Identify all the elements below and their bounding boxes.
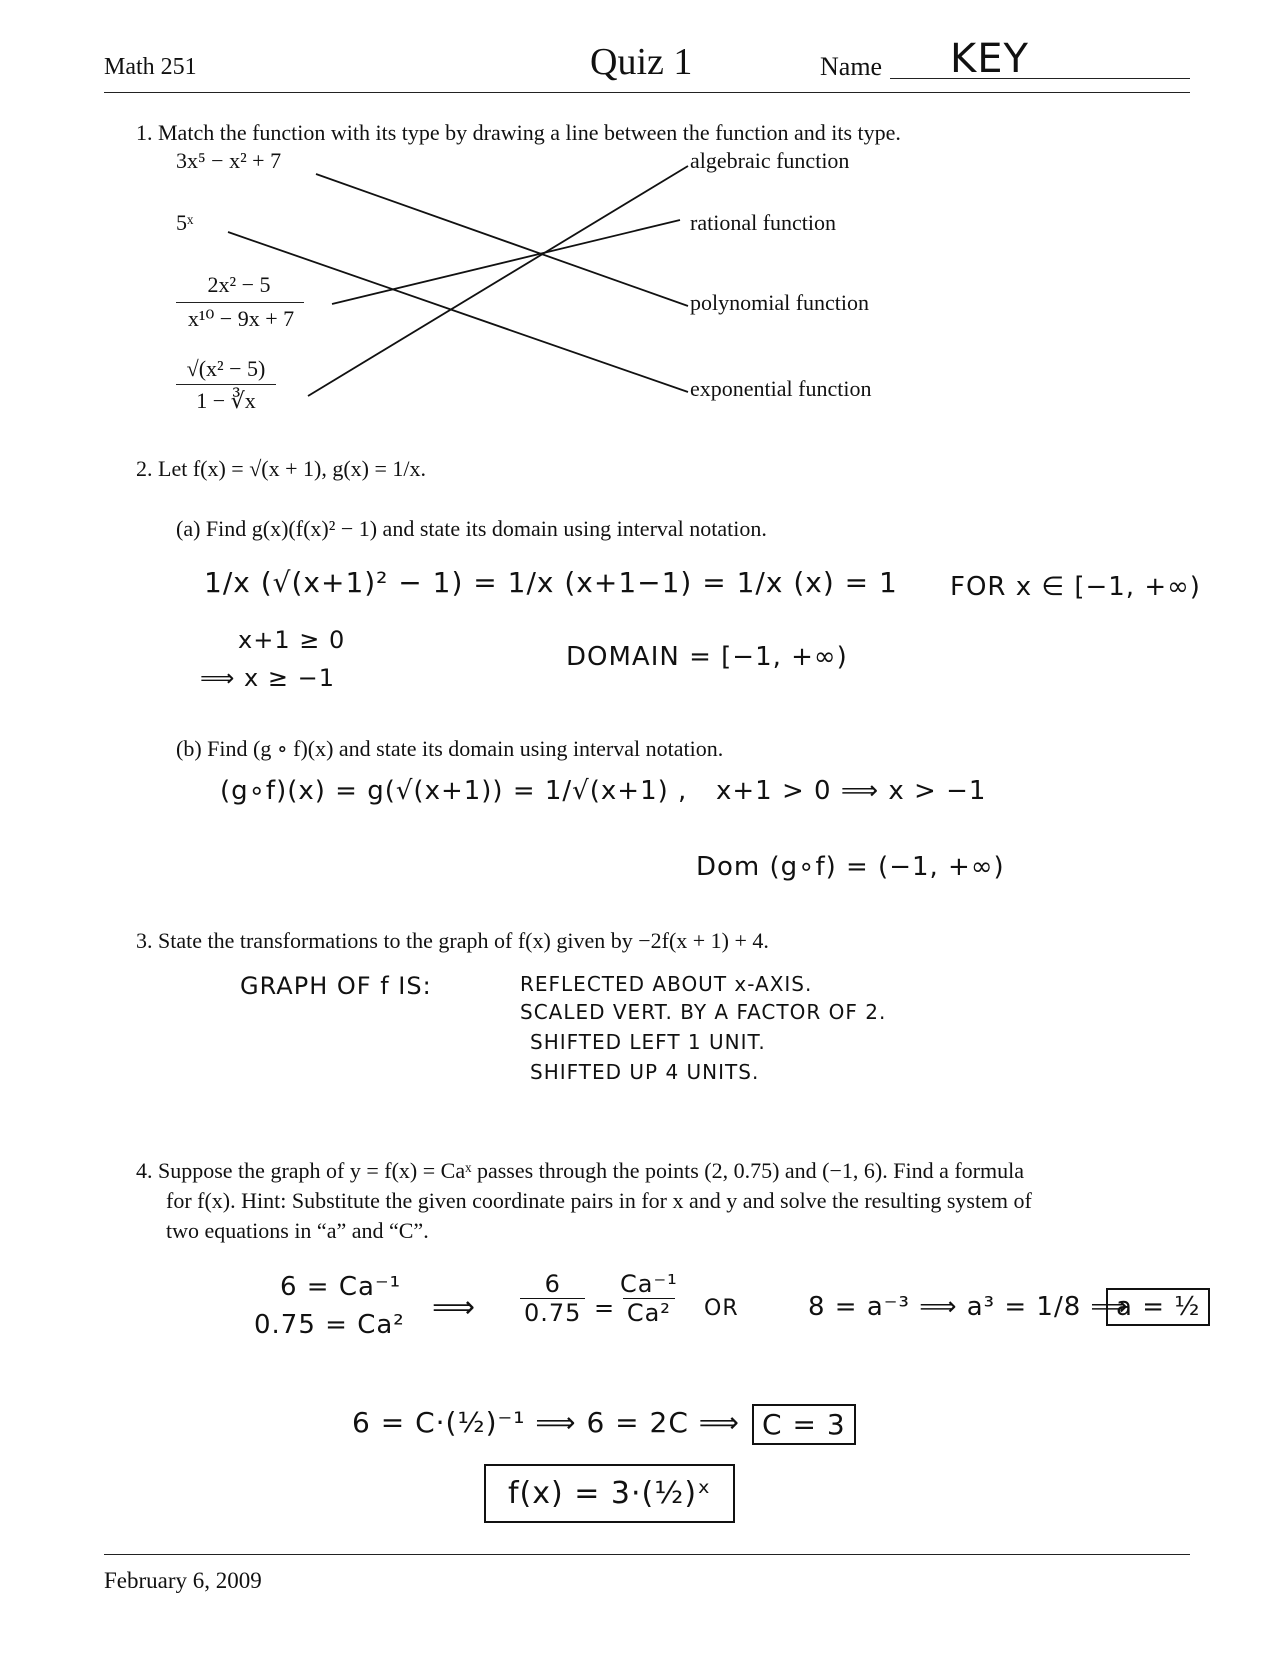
q1-function-exponential: 5ˣ — [176, 210, 194, 235]
q4-ratio-left: $\frac{6}{0.75}$ — [520, 1270, 585, 1327]
q4-or: OR — [704, 1296, 739, 1321]
q1-prompt: 1. Match the function with its type by drawing a line between the function and its type. — [136, 120, 901, 145]
q1-type-polynomial: polynomial function — [690, 290, 870, 315]
q4-prompt-line1: 4. Suppose the graph of y = f(x) = Caˣ passes through the points (2, 0.75) and (−1, 6). Find a formula — [136, 1158, 1024, 1183]
q4-eq1: 6 = Ca⁻¹ — [280, 1272, 402, 1302]
q1-type-rational: rational function — [690, 210, 837, 235]
q1-function-polynomial: 3x⁵ − x² + 7 — [176, 148, 282, 173]
match-line-algebraic — [308, 166, 688, 396]
q4-prompt-line2: for f(x). Hint: Substitute the given coordinate pairs in for x and y and solve the resulting system of — [166, 1188, 1032, 1213]
q2-prompt: 2. Let f(x) = √(x + 1), g(x) = 1/x. — [136, 456, 427, 481]
q1-type-algebraic: algebraic function — [690, 148, 850, 173]
q4-ratio-right: $\frac{\text{Ca⁻¹}}{\text{Ca²}}$ — [620, 1270, 678, 1327]
match-line-rational — [332, 220, 680, 304]
quiz-title: Quiz 1 — [590, 41, 693, 83]
q4-eq2: 0.75 = Ca² — [254, 1310, 405, 1340]
q3-step: SCALED VERT. BY A FACTOR OF 2. — [520, 1000, 887, 1024]
name-value: KEY — [950, 36, 1029, 82]
q4-c-line: 6 = C·(½)⁻¹ ⟹ 6 = 2C ⟹ — [352, 1406, 740, 1439]
q2a-work-implication: ⟹ x ≥ −1 — [200, 664, 335, 692]
q3-step: SHIFTED UP 4 UNITS. — [530, 1060, 760, 1084]
q2a-domain: DOMAIN = [−1, +∞) — [566, 642, 848, 672]
q4-step2: 8 = a⁻³ ⟹ a³ = 1/8 ⟹ — [808, 1292, 1129, 1322]
q1-function-rational-den: x¹⁰ − 9x + 7 — [187, 306, 295, 331]
name-label: Name — [820, 52, 883, 81]
q1-function-rational-num: 2x² − 5 — [207, 272, 271, 297]
q2a-work-for: FOR x ∈ [−1, +∞) — [950, 572, 1201, 602]
q4-arrow: ⟹ — [432, 1290, 477, 1325]
match-line-exponential — [228, 232, 688, 392]
q4-ratio-equals: = — [594, 1294, 616, 1322]
q1-function-algebraic-num: √(x² − 5) — [186, 356, 266, 381]
q2a-prompt: (a) Find g(x)(f(x)² − 1) and state its domain using interval notation. — [176, 516, 767, 541]
q3-step: REFLECTED ABOUT x-AXIS. — [520, 972, 813, 996]
q4-c-result: C = 3 — [752, 1404, 856, 1445]
q3-prompt: 3. State the transformations to the graph of f(x) given by −2f(x + 1) + 4. — [136, 928, 769, 953]
q3-lead: GRAPH OF f IS: — [240, 972, 432, 1000]
q2b-work-condition: x+1 > 0 ⟹ x > −1 — [716, 776, 987, 806]
match-line-polynomial — [316, 174, 688, 306]
q2a-work-line: 1/x (√(x+1)² − 1) = 1/x (x+1−1) = 1/x (x) = 1 — [204, 566, 898, 599]
q4-prompt-line3: two equations in “a” and “C”. — [166, 1218, 429, 1243]
q1-function-algebraic-den: 1 − ∛x — [196, 388, 256, 413]
footer-rule — [104, 1554, 1190, 1555]
course-label: Math 251 — [104, 54, 197, 80]
q2a-work-condition: x+1 ≥ 0 — [238, 626, 346, 654]
q2b-prompt: (b) Find (g ∘ f)(x) and state its domain using interval notation. — [176, 736, 724, 761]
q2b-work-line: (g∘f)(x) = g(√(x+1)) = 1/√(x+1) , — [220, 776, 688, 806]
q2b-domain: Dom (g∘f) = (−1, +∞) — [696, 852, 1005, 882]
footer-date: February 6, 2009 — [104, 1568, 262, 1593]
q1-type-exponential: exponential function — [690, 376, 872, 401]
q4-final-answer: f(x) = 3·(½)ˣ — [484, 1464, 735, 1523]
q3-step: SHIFTED LEFT 1 UNIT. — [530, 1030, 766, 1054]
q4-a-result: a = ½ — [1106, 1288, 1210, 1326]
